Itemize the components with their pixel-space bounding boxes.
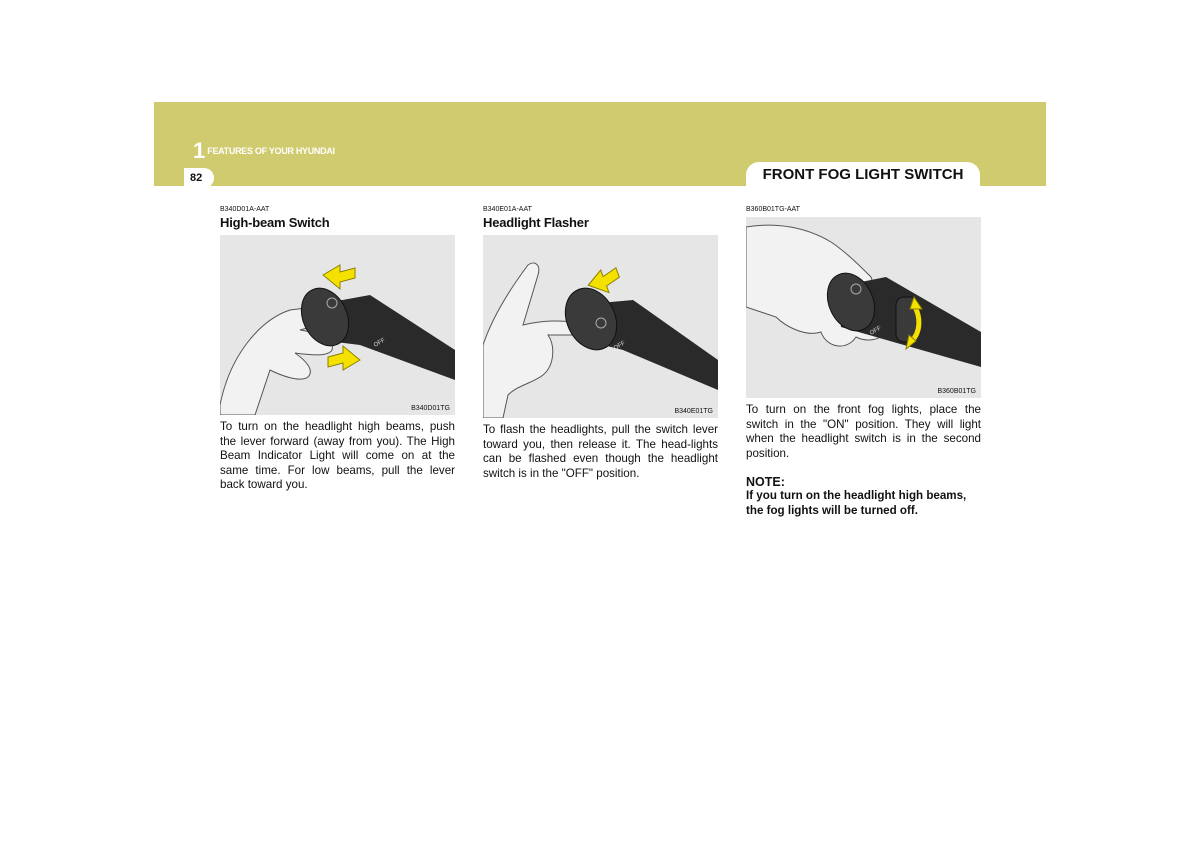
svg-text:OFF: OFF bbox=[869, 325, 883, 337]
figure-code: B340D01TG bbox=[411, 405, 450, 412]
figure-code: B340E01TG bbox=[674, 408, 713, 415]
section-heading: Headlight Flasher bbox=[483, 215, 589, 230]
fog-light-illustration bbox=[746, 217, 981, 398]
high-beam-illustration bbox=[220, 235, 455, 415]
svg-text:OFF: OFF bbox=[613, 340, 627, 352]
svg-text:OFF: OFF bbox=[373, 337, 387, 349]
note-label: NOTE: bbox=[746, 475, 785, 490]
body-text: To flash the headlights, pull the switch lever toward you, then release it. The head-lights can be flashed even though the headlight switch is in the "OFF" position. bbox=[483, 423, 718, 480]
note-text: If you turn on the headlight high beams, the fog lights will be turned off. bbox=[746, 489, 967, 517]
chapter-heading bbox=[193, 140, 335, 162]
section-title: FRONT FOG LIGHT SWITCH bbox=[762, 166, 964, 183]
section-code: B360B01TG-AAT bbox=[746, 206, 800, 213]
section-code: B340D01A-AAT bbox=[220, 206, 270, 213]
chapter-number: 1 bbox=[193, 138, 206, 163]
body-text: To turn on the front fog lights, place the switch in the "ON" position. They will light when the headlight switch is in the second position. bbox=[746, 403, 981, 460]
headlight-flasher-illustration bbox=[483, 235, 718, 418]
chapter-title: FEATURES OF YOUR HYUNDAI bbox=[207, 146, 335, 156]
figure-code: B360B01TG bbox=[937, 388, 976, 395]
page-number: 82 bbox=[190, 172, 203, 184]
fog-light-column bbox=[746, 205, 981, 519]
high-beam-column bbox=[220, 205, 455, 493]
headlight-flasher-column bbox=[483, 205, 718, 481]
body-text: To turn on the headlight high beams, push the lever forward (away from you). The High Beam Indicator Light will come on at the same time. For low beams, pull the lever back toward you. bbox=[220, 420, 455, 492]
section-heading: High-beam Switch bbox=[220, 215, 330, 230]
section-code: B340E01A-AAT bbox=[483, 206, 532, 213]
